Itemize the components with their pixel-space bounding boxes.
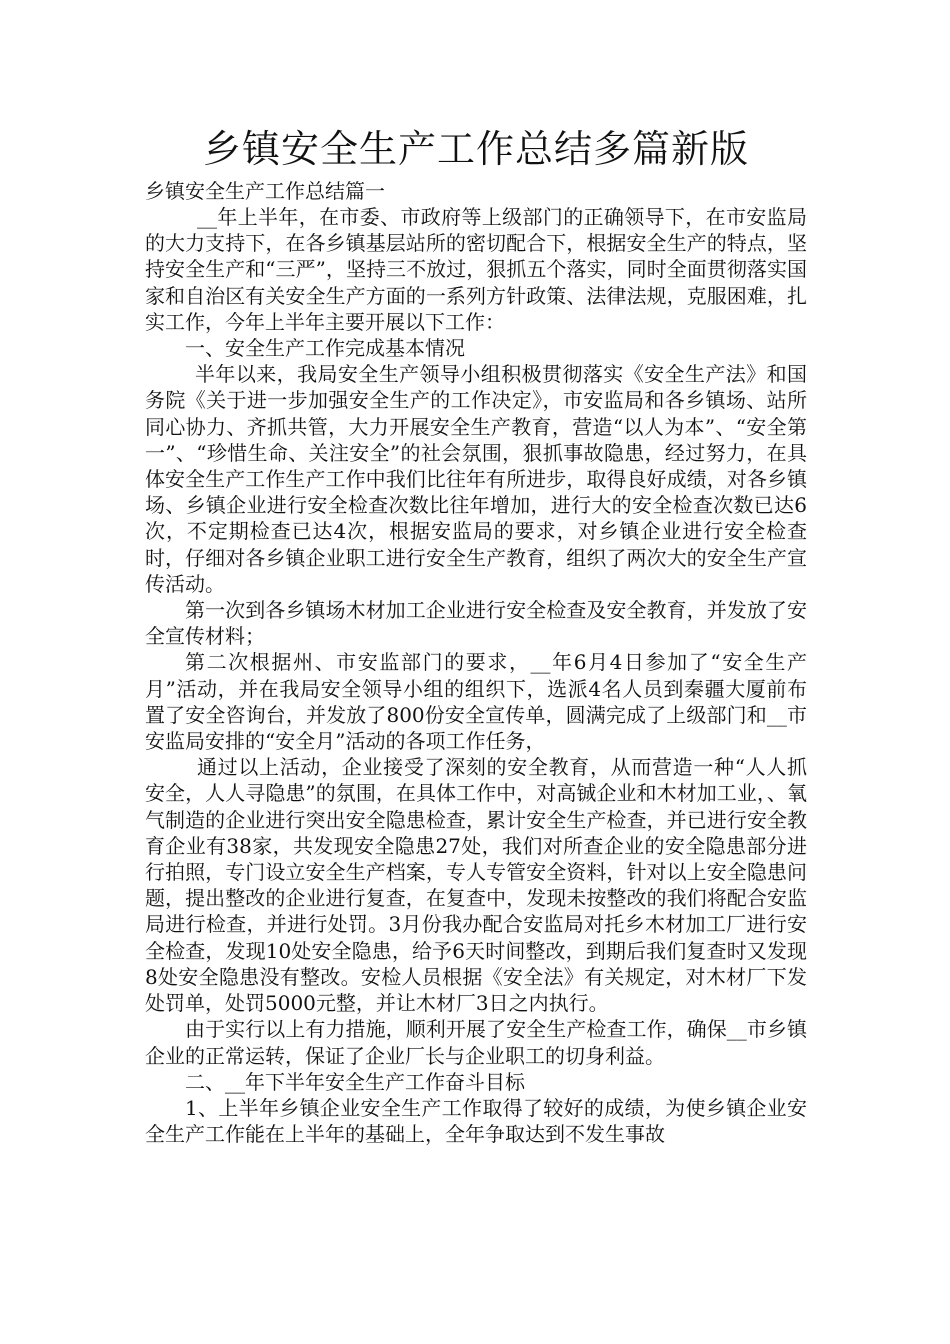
subheading-basic-situation: 一、安全生产工作完成基本情况 (185, 336, 465, 361)
paragraph-intro: __年上半年，在市委、市政府等上级部门的正确领导下，在市安监局的大力支持下，在各乡镇基层站所的密切配合下，根据安全生产的特点，坚持安全生产和“三严”，坚持三不放过，狠抓五个落实，同时全面贯彻落实国家和自治区有关安全生产方面的一系列方针政策、法律法规，克服困难，扎实工作，今年上半年主要开展以下工作： (145, 205, 807, 334)
paragraph-measures-result: 由于实行以上有力措施，顺利开展了安全生产检查工作，确保__市乡镇企业的正常运转，保证了企业厂长与企业职工的切身利益。 (145, 1017, 807, 1068)
document-title: 乡镇安全生产工作总结多篇新版 (202, 127, 749, 171)
paragraph-first-activity: 第一次到各乡镇场木材加工企业进行安全检查及安全教育，并发放了安全宣传材料； (145, 598, 807, 649)
paragraph-activity-results: 通过以上活动，企业接受了深刻的安全教育，从而营造一种“人人抓安全，人人寻隐患”的氛围，在具体工作中，对高铖企业和木材加工业，、氧气制造的企业进行突出安全隐患检查，累计安全生产检查，并已进行安全教育企业有38家，共发现安全隐患27处，我们对所查企业的安全隐患部分进行拍照，专门设立安全生产档案，专人专管安全资料，针对以上安全隐患问题，提出整改的企业进行复查，在复查中，发现未按整改的我们将配合安监局进行检查，并进行处罚。3月份我办配合安监局对托乡木材加工厂进行安全检查，发现10处安全隐患，给予6天时间整改，到期后我们复查时又发现8处安全隐患没有整改。安检人员根据《安全法》有关规定，对木材厂下发处罚单，处罚5000元整，并让木材厂3日之内执行。 (145, 755, 807, 1016)
paragraph-goal-1: 1、上半年乡镇企业安全生产工作取得了较好的成绩，为使乡镇企业安全生产工作能在上半年的基础上，全年争取达到不发生事故 (145, 1095, 807, 1147)
subheading-second-half-goals: 二、__年下半年安全生产工作奋斗目标 (185, 1069, 525, 1094)
section-heading: 乡镇安全生产工作总结篇一 (145, 179, 385, 203)
paragraph-half-year-summary: 半年以来，我局安全生产领导小组积极贯彻落实《安全生产法》和国务院《关于进一步加强安全生产的工作决定》，市安监局和各乡镇场、站所同心协力、齐抓共管，大力开展安全生产教育，营造“以人为本”、“安全第一”、“珍惜生命、关注安全”的社会氛围，狠抓事故隐患，经过努力，在具体安全生产工作生产工作中我们比往年有所进步，取得良好成绩，对各乡镇场、乡镇企业进行安全检查次数比往年增加，进行大的安全检查次数已达6次，不定期检查已达4次，根据安监局的要求，对乡镇企业进行安全检查时，仔细对各乡镇企业职工进行安全生产教育，组织了两次大的安全生产宣传活动。 (145, 362, 807, 596)
document-page (145, 120, 807, 1147)
paragraph-second-activity: 第二次根据州、市安监部门的要求，__年6月4日参加了“安全生产月”活动，并在我局安全领导小组的组织下，选派4名人员到秦疆大厦前布置了安全咨询台，并发放了800份安全宣传单，圆满完成了上级部门和__市安监局安排的“安全月”活动的各项工作任务， (145, 650, 807, 754)
